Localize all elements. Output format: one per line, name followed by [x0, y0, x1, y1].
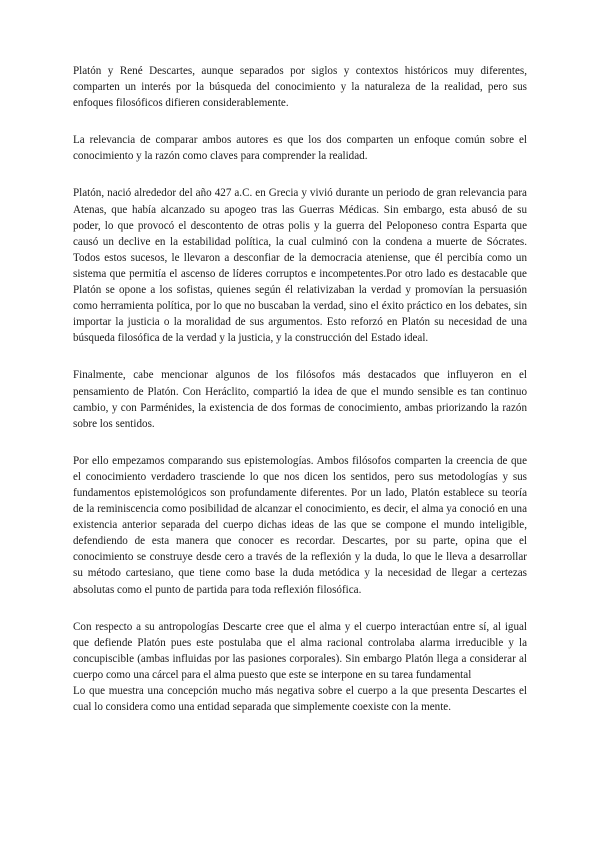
- paragraph-plato-context: Platón, nació alrededor del año 427 a.C. en Grecia y vivió durante un periodo de gran relevancia para Atenas, que había alcanzado su apogeo tras las Guerras Médicas. Sin embargo, esta abusó de su poder, lo que provocó el descontento de otras polis y la guerra del Peloponeso contra Esparta que causó un declive en la estabilidad política, la cual culminó con la condena a muerte de Sócrates. Todos estos sucesos, le llevaron a desconfiar de la democracia ateniense, que él percibía como un sistema que permitía el ascenso de líderes corruptos e incompetentes.Por otro lado es destacable que Platón se opone a los sofistas, quienes según él relativizaban la verdad y promovían la persuasión como herramienta política, por lo que no buscaban la verdad, sino el éxito práctico en los debates, sin importar la justicia o la moralidad de sus argumentos. Esto reforzó en Platón su necesidad de una búsqueda filosófica de la verdad y la justicia, y la construcción del Estado ideal.: [73, 187, 527, 345]
- paragraph-relevance: La relevancia de comparar ambos autores es que los dos comparten un enfoque común sobre el conocimiento y la razón como claves para comprender la realidad.: [73, 134, 527, 163]
- paragraph-influences: Finalmente, cabe mencionar algunos de los filósofos más destacados que influyeron en el pensamiento de Platón. Con Heráclito, compartió la idea de que el mundo sensible es tan continuo cambio, y con Parménides, la existencia de dos formas de conocimiento, ambas priorizando la razón sobre los sentidos.: [73, 369, 527, 430]
- paragraph-intro: Platón y René Descartes, aunque separados por siglos y contextos históricos muy diferentes, comparten un interés por la búsqueda del conocimiento y la naturaleza de la realidad, pero sus enfoques filosóficos difieren considerablemente.: [73, 65, 527, 110]
- paragraph-anthropology: Con respecto a su antropologías Descarte cree que el alma y el cuerpo interactúan entre sí, al igual que defiende Platón pues este postulaba que el alma racional controlaba alarma irreducible y la concupiscible (ambas influidas por las pasiones corporales). Sin embargo Platón llega a considerar al cuerpo como una cárcel para el alma puesto que este se interpone en su tarea fundamental: [73, 620, 527, 681]
- paragraph-conclusion: Lo que muestra una concepción mucho más negativa sobre el cuerpo a la que presenta Descartes el cual lo considera como una entidad separada que simplemente coexiste con la mente.: [73, 685, 527, 714]
- paragraph-epistemology: Por ello empezamos comparando sus epistemologías. Ambos filósofos comparten la creencia de que el conocimiento verdadero trasciende lo que nos dicen los sentidos, pero sus metodologías y sus fundamentos epistemológicos son profundamente diferentes. Por un lado, Platón establece su teoría de la reminiscencia como posibilidad de alcanzar el conocimiento, es decir, el alma ya conoció en una existencia anterior separada del cuerpo dichas ideas de las que se compone el mundo inteligible, defendiendo de esta manera que conocer es recordar. Descartes, por su parte, opina que el conocimiento se construye desde cero a través de la reflexión y la duda, lo que le lleva a desarrollar su método cartesiano, que tiene como base la duda metódica y la necesidad de llegar a certezas absolutas como el punto de partida para toda reflexión filosófica.: [73, 454, 527, 596]
